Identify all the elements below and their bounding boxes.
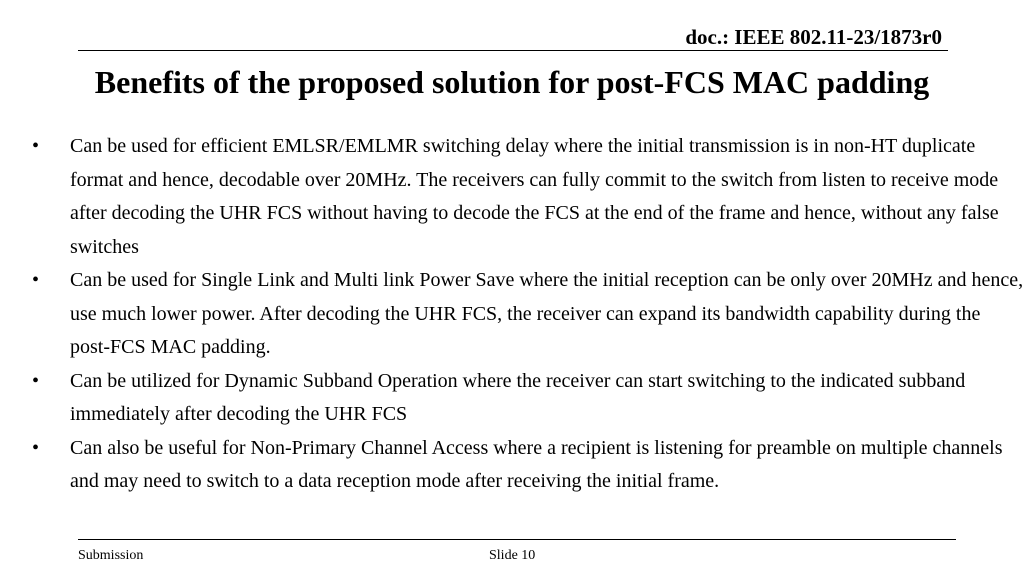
- footer-submission: Submission: [78, 548, 144, 563]
- bullet-text: Can also be useful for Non-Primary Channel Access where a recipient is listening for preamble on multiple channels and may need to switch to a data reception mode after receiving the initial frame.: [70, 436, 1003, 492]
- header-rule: [78, 50, 948, 51]
- slide-title: Benefits of the proposed solution for post-FCS MAC padding: [94, 64, 930, 100]
- bullet-mark: •: [32, 369, 40, 392]
- bullet-list: [0, 130, 1024, 499]
- bullet-item: [0, 130, 1024, 264]
- bullet-mark: •: [32, 135, 40, 157]
- bullet-item: [0, 264, 1024, 365]
- bullet-text: Can be used for efficient EMLSR/EMLMR switching delay where the initial transmission is in non-HT duplicate format and hence, decodable over 20MHz. The receivers can fully commit to the switch from listen to receive mode after decoding the UHR FCS without having to decode the FCS at the end of the frame and hence, without any false switches: [70, 135, 999, 258]
- bullet-mark: •: [32, 436, 40, 459]
- footer-rule: [78, 539, 956, 540]
- bullet-item: [0, 432, 1024, 499]
- doc-id: doc.: IEEE 802.11-23/1873r0: [685, 25, 942, 49]
- bullet-mark: •: [32, 269, 40, 291]
- bullet-item: [0, 365, 1024, 432]
- bullet-text: Can be used for Single Link and Multi link Power Save where the initial reception can be only over 20MHz and hence, use much lower power. After decoding the UHR FCS, the receiver can expand its bandwidth capability during the post-FCS MAC padding.: [70, 269, 1024, 358]
- footer-slide-number: Slide 10: [489, 548, 536, 563]
- bullet-text: Can be utilized for Dynamic Subband Operation where the receiver can start switching to the indicated subband immediately after decoding the UHR FCS: [70, 369, 966, 425]
